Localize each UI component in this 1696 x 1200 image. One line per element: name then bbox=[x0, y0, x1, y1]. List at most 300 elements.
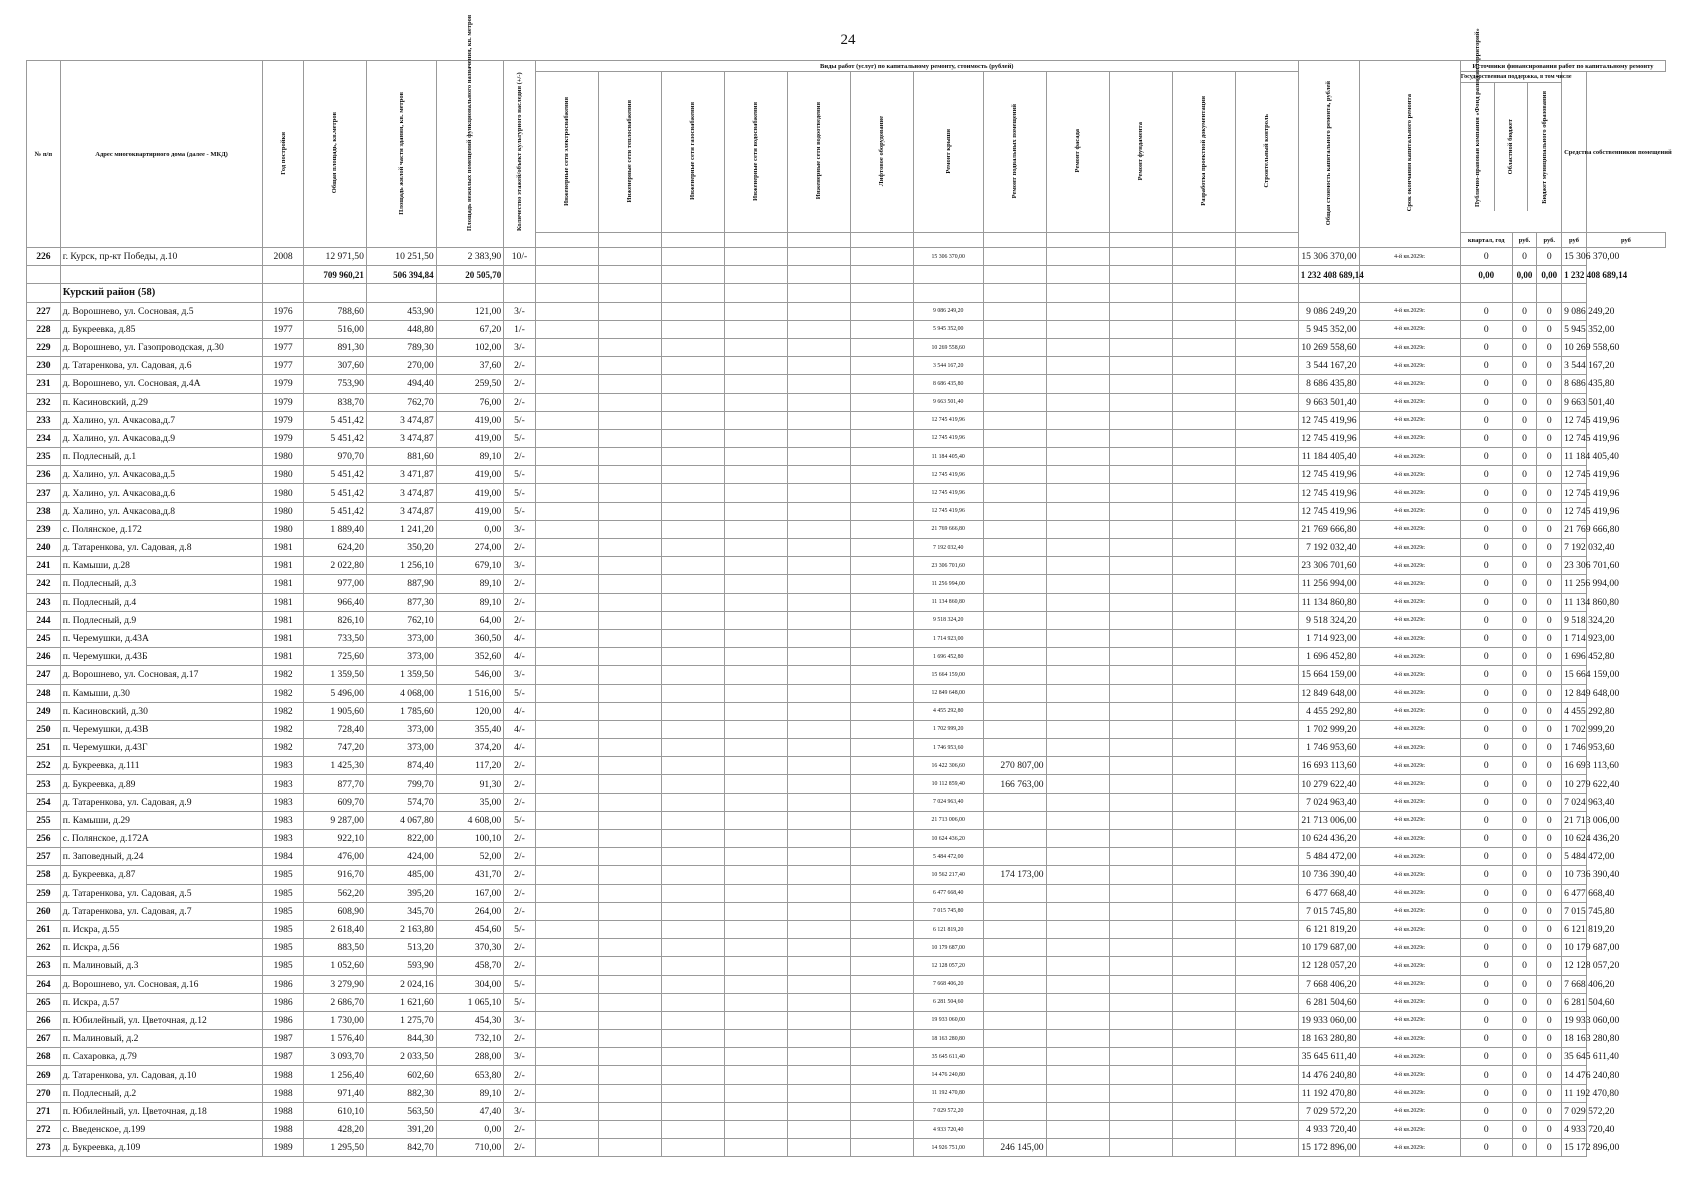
cell-heat bbox=[598, 884, 661, 902]
cell-water bbox=[724, 611, 787, 629]
cell-roof: 15 306 370,00 bbox=[913, 248, 983, 266]
cell-nonres-area: 419,00 bbox=[436, 502, 504, 520]
cell-address: п. Черемушки, д.43Г bbox=[60, 739, 263, 757]
cell-facade bbox=[1046, 539, 1109, 557]
cell-total-area: 2 618,40 bbox=[303, 920, 366, 938]
cell-heritage: 5/- bbox=[504, 466, 536, 484]
cell-control bbox=[1235, 338, 1298, 356]
cell-roof: 15 664 159,00 bbox=[913, 666, 983, 684]
cell-region: 0 bbox=[1512, 757, 1537, 775]
cell-living-area: 1 275,70 bbox=[366, 1011, 436, 1029]
cell-gas bbox=[661, 811, 724, 829]
cell-heritage: 5/- bbox=[504, 811, 536, 829]
cell-total: 7 024 963,40 bbox=[1298, 793, 1359, 811]
cell-fund: 0 bbox=[1460, 539, 1512, 557]
cell-gas bbox=[661, 466, 724, 484]
cell-heritage: 5/- bbox=[504, 993, 536, 1011]
cell-municipal: 0 bbox=[1537, 520, 1562, 538]
cell-gas bbox=[661, 1084, 724, 1102]
col-roof-header: Ремонт крыши bbox=[913, 72, 983, 233]
cell-sewer bbox=[787, 375, 850, 393]
cell-gas bbox=[661, 338, 724, 356]
cell-num: 264 bbox=[27, 975, 61, 993]
cell-total: 9 663 501,40 bbox=[1298, 393, 1359, 411]
cell-sewer bbox=[787, 1084, 850, 1102]
cell-foundation bbox=[1109, 666, 1172, 684]
cell-basement bbox=[983, 884, 1046, 902]
cell-owners: 12 745 419,96 bbox=[1562, 502, 1587, 520]
cell-term: 4-й кв.2029г. bbox=[1359, 429, 1460, 447]
cell-municipal: 0 bbox=[1537, 848, 1562, 866]
cell-foundation bbox=[1109, 1102, 1172, 1120]
cell-roof: 21 713 006,00 bbox=[913, 811, 983, 829]
cell-fund: 0 bbox=[1460, 1121, 1512, 1139]
cell-facade bbox=[1046, 848, 1109, 866]
cell-term: 4-й кв.2029г. bbox=[1359, 957, 1460, 975]
cell-num: 267 bbox=[27, 1030, 61, 1048]
cell-total: 6 477 668,40 bbox=[1298, 884, 1359, 902]
cell-gas bbox=[661, 520, 724, 538]
cell-term: 4-й кв.2029г. bbox=[1359, 357, 1460, 375]
cell-water bbox=[724, 684, 787, 702]
cell-region: 0 bbox=[1512, 975, 1537, 993]
cell-heritage: 1/- bbox=[504, 320, 536, 338]
cell-basement bbox=[983, 520, 1046, 538]
cell-heat bbox=[598, 502, 661, 520]
cell-region: 0 bbox=[1512, 539, 1537, 557]
cell-year: 1980 bbox=[263, 484, 304, 502]
cell-total: 4 455 292,80 bbox=[1298, 702, 1359, 720]
cell-living-area: 602,60 bbox=[366, 1066, 436, 1084]
cell-basement bbox=[983, 1066, 1046, 1084]
cell-control bbox=[1235, 1066, 1298, 1084]
cell-gas bbox=[661, 1030, 724, 1048]
cell-nonres-area: 288,00 bbox=[436, 1048, 504, 1066]
cell-lift bbox=[850, 884, 913, 902]
cell-control bbox=[1235, 993, 1298, 1011]
cell-heat bbox=[598, 684, 661, 702]
cell-basement bbox=[983, 793, 1046, 811]
cell-control bbox=[1235, 757, 1298, 775]
cell-lift bbox=[850, 975, 913, 993]
cell-term: 4-й кв.2029г. bbox=[1359, 739, 1460, 757]
cell-num: 268 bbox=[27, 1048, 61, 1066]
cell-basement bbox=[983, 1030, 1046, 1048]
cell-roof: 9 086 249,20 bbox=[913, 302, 983, 320]
cell-control bbox=[1235, 1102, 1298, 1120]
unit-municipal: руб bbox=[1562, 233, 1587, 248]
cell-lift bbox=[850, 902, 913, 920]
cell-heat bbox=[598, 939, 661, 957]
cell-num: 237 bbox=[27, 484, 61, 502]
cell-fund: 0 bbox=[1460, 775, 1512, 793]
table-row bbox=[27, 975, 1666, 993]
cell-nonres-area: 167,00 bbox=[436, 884, 504, 902]
cell-region: 0 bbox=[1512, 684, 1537, 702]
cell-total: 6 121 819,20 bbox=[1298, 920, 1359, 938]
cell-nonres-area: 304,00 bbox=[436, 975, 504, 993]
cell-total-area: 1 295,50 bbox=[303, 1139, 366, 1157]
cell-water bbox=[724, 720, 787, 738]
cell-term: 4-й кв.2029г. bbox=[1359, 611, 1460, 629]
page-number: 24 bbox=[840, 32, 856, 48]
cell-heat bbox=[598, 848, 661, 866]
cell-heritage: 2/- bbox=[504, 611, 536, 629]
cell-year: 1989 bbox=[263, 1139, 304, 1157]
cell-control bbox=[1235, 920, 1298, 938]
cell-total-area: 428,20 bbox=[303, 1121, 366, 1139]
table-row bbox=[27, 448, 1666, 466]
cell-living-area: 3 471,87 bbox=[366, 466, 436, 484]
cell-lift bbox=[850, 939, 913, 957]
cell-owners: 10 179 687,00 bbox=[1562, 939, 1587, 957]
cell-nonres-area: 37,60 bbox=[436, 357, 504, 375]
cell-facade bbox=[1046, 1084, 1109, 1102]
col-municipal-header: Бюджет муниципального образования bbox=[1541, 90, 1549, 204]
cell-heritage: 3/- bbox=[504, 666, 536, 684]
cell-nonres-area: 360,50 bbox=[436, 629, 504, 647]
cell-lift bbox=[850, 375, 913, 393]
cell-municipal: 0 bbox=[1537, 1102, 1562, 1120]
cell-nonres-area: 259,50 bbox=[436, 375, 504, 393]
cell-electric bbox=[535, 811, 598, 829]
col-heat-header: Инженерные сети теплоснабжения bbox=[598, 72, 661, 233]
cell-heritage: 2/- bbox=[504, 593, 536, 611]
district-title: Курский район (58) bbox=[60, 284, 263, 302]
cell-address: п. Юбилейный, ул. Цветочная, д.18 bbox=[60, 1102, 263, 1120]
unit-quarter: квартал, год bbox=[1460, 233, 1512, 248]
unit-fund: руб. bbox=[1512, 233, 1537, 248]
cell-year: 1986 bbox=[263, 975, 304, 993]
cell-control bbox=[1235, 1030, 1298, 1048]
cell-nonres-area: 679,10 bbox=[436, 557, 504, 575]
cell-foundation bbox=[1109, 357, 1172, 375]
state-group-header: Государственная поддержка, в том числе bbox=[1461, 72, 1561, 83]
cell-facade bbox=[1046, 775, 1109, 793]
cell-living-area: 373,00 bbox=[366, 720, 436, 738]
cell-living-area: 563,50 bbox=[366, 1102, 436, 1120]
cell-year: 1983 bbox=[263, 811, 304, 829]
cell-year: 1986 bbox=[263, 1011, 304, 1029]
cell-address: д. Халино, ул. Ачкасова,д.7 bbox=[60, 411, 263, 429]
cell-roof: 11 256 994,00 bbox=[913, 575, 983, 593]
cell-electric bbox=[535, 648, 598, 666]
cell-design bbox=[1172, 1139, 1235, 1157]
cell-region: 0 bbox=[1512, 1011, 1537, 1029]
cell-municipal: 0 bbox=[1537, 866, 1562, 884]
cell-region: 0 bbox=[1512, 520, 1537, 538]
cell-living-area: 3 474,87 bbox=[366, 502, 436, 520]
cell-basement bbox=[983, 302, 1046, 320]
cell-region: 0 bbox=[1512, 702, 1537, 720]
cell-total-area: 977,00 bbox=[303, 575, 366, 593]
col-electric-header: Инженерные сети электроснабжения bbox=[535, 72, 598, 233]
cell-address: п. Камыши, д.30 bbox=[60, 684, 263, 702]
cell-lift bbox=[850, 338, 913, 356]
cell-electric bbox=[535, 1030, 598, 1048]
cell-fund: 0 bbox=[1460, 611, 1512, 629]
cell-total: 23 306 701,60 bbox=[1298, 557, 1359, 575]
cell-total: 15 172 896,00 bbox=[1298, 1139, 1359, 1157]
cell-sewer bbox=[787, 793, 850, 811]
cell-water bbox=[724, 920, 787, 938]
cell-address: д. Букреевка, д.85 bbox=[60, 320, 263, 338]
cell-control bbox=[1235, 357, 1298, 375]
cell-basement bbox=[983, 811, 1046, 829]
cell-gas bbox=[661, 957, 724, 975]
sources-group-header: Источники финансирования работ по капитальному ремонту bbox=[1460, 61, 1665, 72]
cell-foundation bbox=[1109, 338, 1172, 356]
cell-nonres-area: 1 516,00 bbox=[436, 684, 504, 702]
cell-gas bbox=[661, 975, 724, 993]
cell-design bbox=[1172, 757, 1235, 775]
cell-water bbox=[724, 939, 787, 957]
cell-year: 1985 bbox=[263, 884, 304, 902]
cell-heat bbox=[598, 1121, 661, 1139]
cell-foundation bbox=[1109, 411, 1172, 429]
cell-owners: 35 645 611,40 bbox=[1562, 1048, 1587, 1066]
cell-municipal: 0 bbox=[1537, 957, 1562, 975]
cell-address: д. Татаренкова, ул. Садовая, д.5 bbox=[60, 884, 263, 902]
cell-lift bbox=[850, 793, 913, 811]
cell-nonres-area: 370,30 bbox=[436, 939, 504, 957]
table-row bbox=[27, 1048, 1666, 1066]
cell-control bbox=[1235, 720, 1298, 738]
cell-roof: 12 745 419,96 bbox=[913, 411, 983, 429]
cell-living-area: 1 359,50 bbox=[366, 666, 436, 684]
cell-foundation bbox=[1109, 502, 1172, 520]
cell-facade bbox=[1046, 575, 1109, 593]
cell-roof: 1 746 953,60 bbox=[913, 739, 983, 757]
cell-electric bbox=[535, 411, 598, 429]
cell-gas bbox=[661, 611, 724, 629]
cell-facade bbox=[1046, 684, 1109, 702]
cell-gas bbox=[661, 629, 724, 647]
subtotal-owners: 1 232 408 689,14 bbox=[1562, 266, 1587, 284]
cell-water bbox=[724, 557, 787, 575]
cell-region: 0 bbox=[1512, 429, 1537, 447]
cell-year: 1981 bbox=[263, 593, 304, 611]
cell-fund: 0 bbox=[1460, 448, 1512, 466]
cell-basement bbox=[983, 1102, 1046, 1120]
cell-heritage: 2/- bbox=[504, 866, 536, 884]
cell-municipal: 0 bbox=[1537, 666, 1562, 684]
cell-sewer bbox=[787, 939, 850, 957]
cell-control bbox=[1235, 775, 1298, 793]
cell-region: 0 bbox=[1512, 1066, 1537, 1084]
cell-facade bbox=[1046, 302, 1109, 320]
cell-gas bbox=[661, 557, 724, 575]
cell-living-area: 373,00 bbox=[366, 648, 436, 666]
cell-water bbox=[724, 484, 787, 502]
cell-owners: 7 029 572,20 bbox=[1562, 1102, 1587, 1120]
cell-heat bbox=[598, 775, 661, 793]
cell-control bbox=[1235, 848, 1298, 866]
cell-address: с. Введенское, д.199 bbox=[60, 1121, 263, 1139]
cell-sewer bbox=[787, 648, 850, 666]
cell-nonres-area: 1 065,10 bbox=[436, 993, 504, 1011]
cell-control bbox=[1235, 502, 1298, 520]
cell-total-area: 733,50 bbox=[303, 629, 366, 647]
cell-year: 1988 bbox=[263, 1066, 304, 1084]
cell-total-area: 5 451,42 bbox=[303, 502, 366, 520]
cell-lift bbox=[850, 957, 913, 975]
cell-electric bbox=[535, 520, 598, 538]
cell-num: 229 bbox=[27, 338, 61, 356]
cell-lift bbox=[850, 848, 913, 866]
cell-roof: 10 112 859,40 bbox=[913, 775, 983, 793]
table-row bbox=[27, 811, 1666, 829]
cell-year: 1985 bbox=[263, 920, 304, 938]
cell-gas bbox=[661, 593, 724, 611]
col-lift-header: Лифтовое оборудование bbox=[850, 72, 913, 233]
cell-region: 0 bbox=[1512, 302, 1537, 320]
cell-address: д. Букреевка, д.89 bbox=[60, 775, 263, 793]
table-row bbox=[27, 1084, 1666, 1102]
cell-fund: 0 bbox=[1460, 1011, 1512, 1029]
cell-fund: 0 bbox=[1460, 866, 1512, 884]
col-water-header: Инженерные сети водоснабжения bbox=[724, 72, 787, 233]
cell-sewer bbox=[787, 502, 850, 520]
cell-facade bbox=[1046, 720, 1109, 738]
cell-control bbox=[1235, 902, 1298, 920]
cell-living-area: 3 474,87 bbox=[366, 484, 436, 502]
cell-design bbox=[1172, 811, 1235, 829]
cell-design bbox=[1172, 302, 1235, 320]
cell-basement bbox=[983, 393, 1046, 411]
cell-fund: 0 bbox=[1460, 629, 1512, 647]
cell-sewer bbox=[787, 739, 850, 757]
cell-facade bbox=[1046, 375, 1109, 393]
cell-heritage: 5/- bbox=[504, 411, 536, 429]
cell-term: 4-й кв.2029г. bbox=[1359, 1011, 1460, 1029]
cell-municipal: 0 bbox=[1537, 429, 1562, 447]
cell-design bbox=[1172, 557, 1235, 575]
district-row bbox=[27, 284, 1666, 302]
cell-fund: 0 bbox=[1460, 830, 1512, 848]
cell-total-area: 5 451,42 bbox=[303, 411, 366, 429]
cell-facade bbox=[1046, 648, 1109, 666]
cell-water bbox=[724, 575, 787, 593]
cell-address: д. Халино, ул. Ачкасова,д.8 bbox=[60, 502, 263, 520]
cell-design bbox=[1172, 720, 1235, 738]
cell-year: 1979 bbox=[263, 393, 304, 411]
cell-term: 4-й кв.2029г. bbox=[1359, 866, 1460, 884]
cell-municipal: 0 bbox=[1537, 1084, 1562, 1102]
cell-foundation bbox=[1109, 1139, 1172, 1157]
cell-facade bbox=[1046, 957, 1109, 975]
cell-total: 1 702 999,20 bbox=[1298, 720, 1359, 738]
cell-electric bbox=[535, 338, 598, 356]
cell-year: 1980 bbox=[263, 466, 304, 484]
cell-lift bbox=[850, 393, 913, 411]
cell-term: 4-й кв.2029г. bbox=[1359, 502, 1460, 520]
cell-municipal: 0 bbox=[1537, 702, 1562, 720]
cell-owners: 12 745 419,96 bbox=[1562, 411, 1587, 429]
cell-term: 4-й кв.2029г. bbox=[1359, 1084, 1460, 1102]
cell-design bbox=[1172, 793, 1235, 811]
cell-water bbox=[724, 757, 787, 775]
cell-foundation bbox=[1109, 1011, 1172, 1029]
cell-design bbox=[1172, 702, 1235, 720]
cell-sewer bbox=[787, 975, 850, 993]
cell-heritage: 2/- bbox=[504, 393, 536, 411]
cell-fund: 0 bbox=[1460, 411, 1512, 429]
cell-lift bbox=[850, 520, 913, 538]
cell-fund: 0 bbox=[1460, 1030, 1512, 1048]
cell-living-area: 799,70 bbox=[366, 775, 436, 793]
cell-roof: 12 745 419,96 bbox=[913, 466, 983, 484]
cell-owners: 4 455 292,80 bbox=[1562, 702, 1587, 720]
cell-term: 4-й кв.2029г. bbox=[1359, 1048, 1460, 1066]
cell-heritage: 5/- bbox=[504, 429, 536, 447]
cell-water bbox=[724, 338, 787, 356]
cell-nonres-area: 431,70 bbox=[436, 866, 504, 884]
cell-gas bbox=[661, 666, 724, 684]
cell-term: 4-й кв.2029г. bbox=[1359, 1139, 1460, 1157]
cell-term: 4-й кв.2029г. bbox=[1359, 557, 1460, 575]
cell-region: 0 bbox=[1512, 375, 1537, 393]
cell-nonres-area: 653,80 bbox=[436, 1066, 504, 1084]
cell-foundation bbox=[1109, 884, 1172, 902]
cell-term: 4-й кв.2029г. bbox=[1359, 848, 1460, 866]
cell-owners: 5 945 352,00 bbox=[1562, 320, 1587, 338]
cell-roof: 10 269 558,60 bbox=[913, 338, 983, 356]
cell-term: 4-й кв.2029г. bbox=[1359, 1066, 1460, 1084]
cell-sewer bbox=[787, 466, 850, 484]
cell-owners: 1 702 999,20 bbox=[1562, 720, 1587, 738]
cell-roof: 8 686 435,80 bbox=[913, 375, 983, 393]
cell-facade bbox=[1046, 393, 1109, 411]
cell-control bbox=[1235, 429, 1298, 447]
cell-total-area: 883,50 bbox=[303, 939, 366, 957]
cell-municipal: 0 bbox=[1537, 502, 1562, 520]
table-row bbox=[27, 720, 1666, 738]
cell-roof: 6 121 819,20 bbox=[913, 920, 983, 938]
cell-lift bbox=[850, 811, 913, 829]
cell-municipal: 0 bbox=[1537, 684, 1562, 702]
unit-region: руб. bbox=[1537, 233, 1562, 248]
cell-municipal: 0 bbox=[1537, 375, 1562, 393]
cell-owners: 11 192 470,80 bbox=[1562, 1084, 1587, 1102]
cell-water bbox=[724, 1121, 787, 1139]
cell-electric bbox=[535, 975, 598, 993]
cell-address: д. Татаренкова, ул. Садовая, д.9 bbox=[60, 793, 263, 811]
cell-region: 0 bbox=[1512, 557, 1537, 575]
cell-lift bbox=[850, 502, 913, 520]
cell-term: 4-й кв.2029г. bbox=[1359, 720, 1460, 738]
table-row bbox=[27, 429, 1666, 447]
cell-sewer bbox=[787, 411, 850, 429]
cell-design bbox=[1172, 993, 1235, 1011]
cell-basement bbox=[983, 484, 1046, 502]
table-row bbox=[27, 684, 1666, 702]
cell-water bbox=[724, 884, 787, 902]
cell-gas bbox=[661, 320, 724, 338]
cell-heritage: 2/- bbox=[504, 1030, 536, 1048]
cell-basement bbox=[983, 320, 1046, 338]
cell-fund: 0 bbox=[1460, 484, 1512, 502]
cell-municipal: 0 bbox=[1537, 720, 1562, 738]
cell-lift bbox=[850, 593, 913, 611]
cell-heat bbox=[598, 357, 661, 375]
cell-gas bbox=[661, 393, 724, 411]
cell-nonres-area: 419,00 bbox=[436, 429, 504, 447]
cell-foundation bbox=[1109, 866, 1172, 884]
cell-living-area: 844,30 bbox=[366, 1030, 436, 1048]
cell-lift bbox=[850, 757, 913, 775]
cell-lift bbox=[850, 1030, 913, 1048]
